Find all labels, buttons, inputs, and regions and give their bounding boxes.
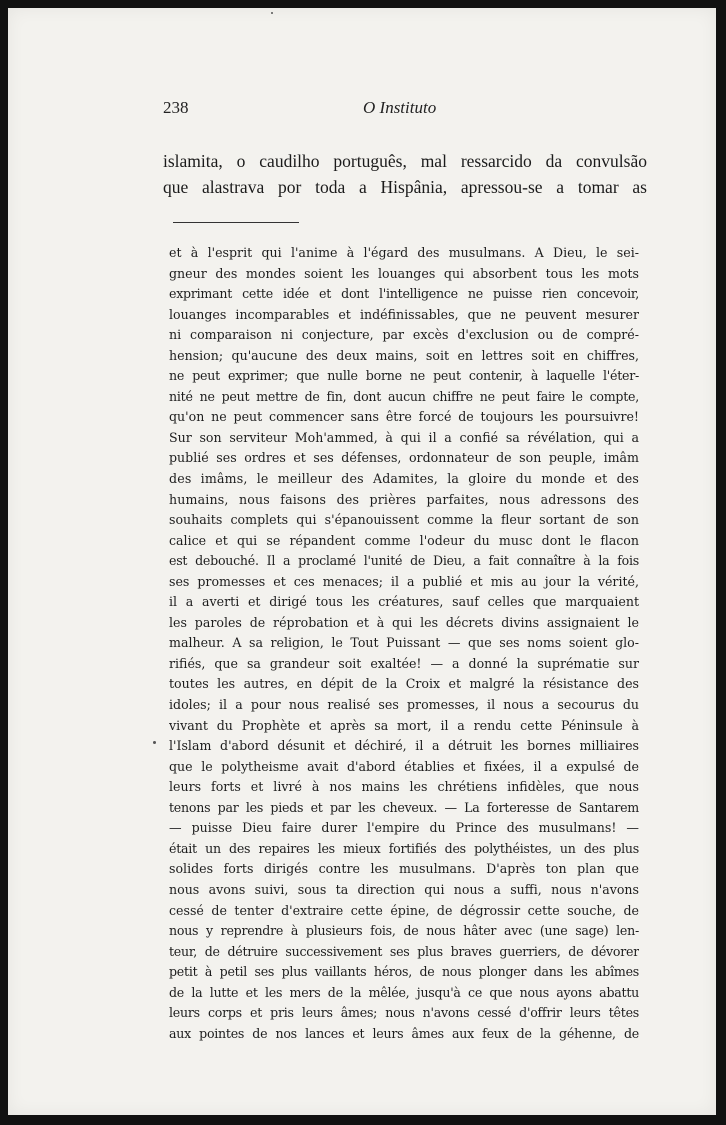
page-number: 238: [163, 98, 189, 117]
footnote-line: nité ne peut mettre de fin, dont aucun chiffre ne peut faire le compte,: [169, 388, 639, 404]
footnote-line: que le polytheisme avait d'abord établies et fixées, il a expulsé de: [169, 758, 639, 774]
running-title: O Instituto: [363, 98, 437, 117]
footnote-line: malheur. A sa religion, le Tout Puissant — que ses noms soient glo-: [169, 635, 639, 651]
footnote-line: tenons par les pieds et par les cheveux. — La forteresse de Santarem: [169, 799, 639, 815]
footnote-line: et à l'esprit qui l'anime à l'égard des musulmans. A Dieu, le sei-: [169, 245, 639, 260]
footnote-line: calice et qui se répandent comme l'odeur du musc dont le flacon: [169, 532, 639, 548]
footnote-line: petit à petil ses plus vaillants héros, de nous plonger dans les abîmes: [169, 964, 639, 980]
main-text-line: islamita, o caudilho português, mal ressarcido da convulsão: [163, 151, 647, 171]
footnote-line: nous avons suivi, sous ta direction qui nous a suffi, nous n'avons: [169, 881, 639, 897]
footnote-line: toutes les autres, en dépit de la Croix et malgré la résistance des: [169, 676, 639, 692]
footnote-line: les paroles de réprobation et à qui les décrets divins assignaient le: [169, 614, 639, 630]
footnote-line: l'Islam d'abord désunit et déchiré, il a détruit les bornes milliaires: [169, 738, 639, 754]
footnote-separator-rule: [173, 222, 299, 223]
footnote-line: humains, nous faisons des prières parfaites, nous adressons des: [169, 491, 639, 507]
footnote-line: de la lutte et les mers de la mêlée, jusqu'à ce que nous ayons abattu: [169, 984, 639, 1000]
page-header: [163, 98, 643, 120]
footnote-line: il a averti et dirigé tous les créatures, sauf celles que marquaient: [169, 594, 639, 610]
footnote-line: était un des repaires les mieux fortifiés des polythéistes, un des plus: [169, 840, 639, 856]
footnote-line: ses promesses et ces menaces; il a publié et mis au jour la vérité,: [169, 573, 639, 589]
footnote-line: teur, de détruire successivement ses plus braves guerriers, de dévorer: [169, 943, 639, 959]
document-page: [8, 8, 716, 1115]
scan-speck: [153, 741, 156, 744]
footnote-line: ni comparaison ni conjecture, par excès d'exclusion ou de compré-: [169, 327, 639, 343]
footnote-line: louanges incomparables et indéfinissables, que ne peuvent mesurer: [169, 306, 639, 322]
footnote-line: aux pointes de nos lances et leurs âmes aux feux de la géhenne, de: [169, 1025, 639, 1041]
footnote-line: souhaits complets qui s'épanouissent comme la fleur sortant de son: [169, 512, 639, 528]
main-text-line: que alastrava por toda a Hispânia, apressou-se a tomar as: [163, 177, 647, 197]
footnote-line: idoles; il a pour nous realisé ses promesses, il nous a secourus du: [169, 697, 639, 713]
footnote-line: publié ses ordres et ses défenses, ordonnateur de son peuple, imâm: [169, 450, 639, 466]
footnote-line: leurs corps et pris leurs âmes; nous n'avons cessé d'offrir leurs têtes: [169, 1005, 639, 1021]
footnote-line: solides forts dirigés contre les musulmans. D'après ton plan que: [169, 861, 639, 877]
footnote-line: cessé de tenter d'extraire cette épine, de dégrossir cette souche, de: [169, 902, 639, 918]
scan-speck: [271, 12, 273, 14]
footnote-line: hension; qu'aucune des deux mains, soit en lettres soit en chiffres,: [169, 347, 639, 363]
footnote-line: qu'on ne peut commencer sans être forcé de toujours les poursuivre!: [169, 409, 639, 425]
footnote-line: des imâms, le meilleur des Adamites, la gloire du monde et des: [169, 471, 639, 487]
footnote-line: Sur son serviteur Moh'ammed, à qui il a confié sa révélation, qui a: [169, 429, 639, 445]
footnote-line: leurs forts et livré à nos mains les chrétiens infidèles, que nous: [169, 779, 639, 795]
footnote-block: [169, 243, 639, 1044]
footnote-line: nous y reprendre à plusieurs fois, de nous hâter avec (une sage) len-: [169, 923, 639, 939]
footnote-line: rifiés, que sa grandeur soit exaltée! — a donné la suprématie sur: [169, 655, 639, 671]
footnote-line: gneur des mondes soient les louanges qui absorbent tous les mots: [169, 265, 639, 281]
footnote-line: exprimant cette idée et dont l'intelligence ne puisse rien concevoir,: [169, 286, 639, 302]
footnote-line: — puisse Dieu faire durer l'empire du Prince des musulmans! —: [169, 820, 639, 836]
main-text-block: [163, 148, 647, 200]
footnote-line: est debouché. Il a proclamé l'unité de Dieu, a fait connaître à la fois: [169, 553, 639, 569]
footnote-line: ne peut exprimer; que nulle borne ne peut contenir, à laquelle l'éter-: [169, 368, 639, 384]
footnote-line: vivant du Prophète et après sa mort, il a rendu cette Péninsule à: [169, 717, 639, 733]
